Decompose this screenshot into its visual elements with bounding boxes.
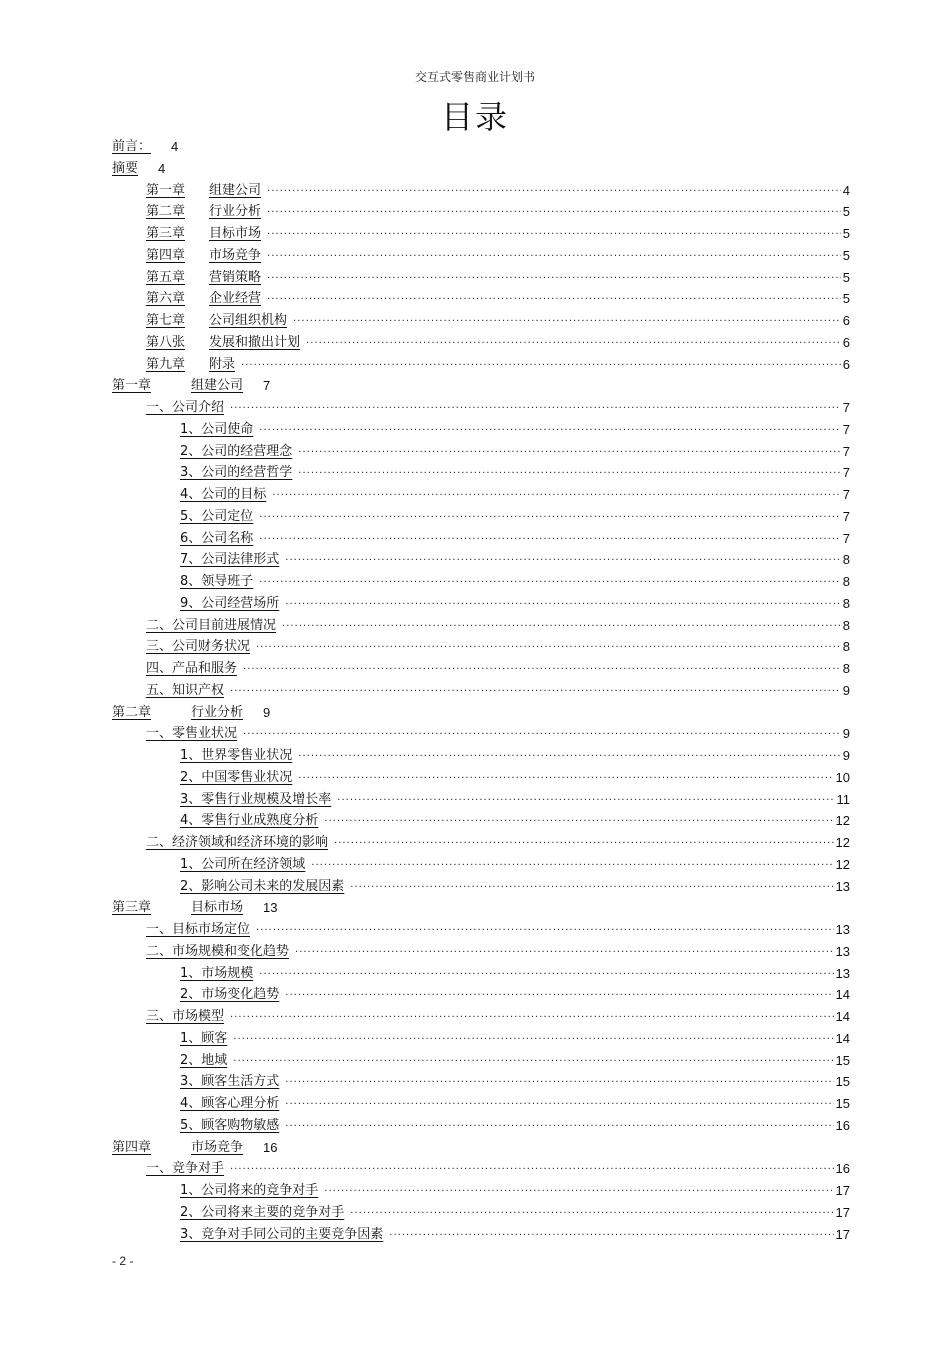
toc-entry-label[interactable]: 3、零售行业规模及增长率 bbox=[180, 791, 332, 807]
toc-leader-dots bbox=[259, 508, 840, 522]
toc-chapter-number: 第六章 bbox=[146, 291, 186, 307]
toc-page-number: 7 bbox=[842, 465, 850, 481]
toc-entry[interactable] bbox=[180, 961, 850, 981]
toc-entry[interactable] bbox=[180, 569, 850, 589]
toc-entry[interactable] bbox=[112, 373, 270, 393]
toc-page-number: 6 bbox=[842, 356, 850, 372]
toc-page-number: 4 bbox=[171, 139, 179, 154]
toc-entry-label[interactable]: 三、市场模型 bbox=[146, 1009, 225, 1024]
toc-leader-dots bbox=[259, 573, 840, 587]
toc-page-number: 13 bbox=[263, 900, 278, 916]
toc-page-number: 10 bbox=[835, 769, 850, 785]
toc-entry-label[interactable] bbox=[146, 266, 267, 285]
toc-entry[interactable] bbox=[180, 504, 850, 524]
toc-entry[interactable] bbox=[180, 439, 850, 459]
toc-page-number: 16 bbox=[835, 1161, 850, 1177]
toc-entry[interactable] bbox=[146, 178, 850, 198]
toc-chapter-title: 组建公司 bbox=[191, 378, 244, 394]
toc-leader-dots bbox=[298, 769, 833, 783]
toc-entry-label[interactable]: 三、公司财务状况 bbox=[146, 639, 251, 655]
toc-page-number: 7 bbox=[842, 400, 850, 415]
toc-entry[interactable] bbox=[146, 221, 850, 241]
toc-entry-label[interactable]: 7、公司法律形式 bbox=[180, 552, 280, 568]
toc-leader-dots bbox=[285, 1117, 833, 1131]
toc-entry[interactable] bbox=[180, 982, 850, 1002]
toc-entry[interactable] bbox=[146, 330, 850, 350]
toc-entry-label[interactable] bbox=[112, 896, 249, 915]
toc-entry-label[interactable]: 9、公司经营场所 bbox=[180, 595, 280, 611]
toc-entry-label[interactable] bbox=[146, 353, 241, 372]
toc-entry[interactable] bbox=[146, 830, 850, 850]
toc-page-number: 8 bbox=[842, 661, 850, 676]
toc-leader-dots bbox=[256, 638, 841, 652]
toc-entry-label[interactable]: 5、顾客购物敏感 bbox=[180, 1117, 280, 1133]
toc-chapter-number: 第三章 bbox=[146, 226, 186, 241]
toc-entry[interactable] bbox=[180, 1069, 850, 1089]
toc-page-number: 14 bbox=[835, 987, 850, 1003]
toc-leader-dots bbox=[324, 812, 833, 826]
toc-chapter-number: 第五章 bbox=[146, 269, 186, 285]
toc-entry[interactable] bbox=[146, 939, 850, 959]
toc-page-number: 9 bbox=[842, 682, 850, 698]
toc-page-number: 16 bbox=[263, 1139, 278, 1155]
toc-entry[interactable] bbox=[180, 417, 850, 437]
toc-page-number: 17 bbox=[835, 1204, 850, 1220]
toc-page-number: 8 bbox=[842, 552, 850, 568]
toc-entry-label[interactable]: 3、顾客生活方式 bbox=[180, 1074, 280, 1090]
toc-page-number: 5 bbox=[842, 269, 850, 285]
toc-page-number: 13 bbox=[835, 922, 850, 937]
toc-chapter-title: 目标市场 bbox=[191, 900, 244, 916]
toc-entry[interactable] bbox=[180, 482, 850, 502]
toc-entry-label[interactable]: 一、目标市场定位 bbox=[146, 922, 251, 937]
toc-leader-dots bbox=[230, 399, 841, 413]
toc-entry[interactable] bbox=[180, 526, 850, 546]
toc-page-number: 9 bbox=[263, 704, 271, 720]
toc-chapter-title: 企业经营 bbox=[209, 291, 262, 307]
toc-entry[interactable] bbox=[180, 874, 850, 894]
toc-entry-label[interactable] bbox=[146, 331, 306, 350]
toc-entry-label[interactable]: 1、公司将来的竞争对手 bbox=[180, 1183, 319, 1198]
toc-leader-dots bbox=[298, 464, 840, 478]
toc-page-number: 7 bbox=[842, 508, 850, 524]
toc-entry-label[interactable]: 摘要 bbox=[112, 160, 139, 176]
toc-entry-label[interactable]: 1、公司所在经济领域 bbox=[180, 856, 306, 872]
toc-chapter-title: 营销策略 bbox=[209, 269, 262, 285]
toc-entry-label[interactable]: 1、市场规模 bbox=[180, 965, 254, 981]
toc-entry[interactable] bbox=[112, 134, 178, 154]
toc-page-number: 15 bbox=[835, 1096, 850, 1111]
toc-leader-dots bbox=[285, 986, 833, 1000]
toc-entry[interactable] bbox=[180, 852, 850, 872]
toc-page-number: 15 bbox=[835, 1052, 850, 1068]
toc-entry-label[interactable]: 4、零售行业成熟度分析 bbox=[180, 813, 319, 829]
toc-page-number: 7 bbox=[842, 530, 850, 546]
toc-chapter-number: 第二章 bbox=[146, 204, 186, 220]
toc-entry[interactable] bbox=[112, 1135, 278, 1155]
toc-leader-dots bbox=[337, 791, 834, 805]
toc-entry-label[interactable]: 4、顾客心理分析 bbox=[180, 1096, 280, 1111]
toc-entry-label[interactable] bbox=[146, 309, 293, 328]
toc-leader-dots bbox=[285, 1073, 833, 1087]
toc-leader-dots bbox=[230, 1160, 834, 1174]
toc-leader-dots bbox=[241, 356, 841, 370]
toc-entry-label[interactable]: 四、产品和服务 bbox=[146, 661, 238, 676]
toc-leader-dots bbox=[306, 334, 841, 348]
toc-entry-label[interactable]: 2、中国零售业状况 bbox=[180, 769, 293, 785]
toc-entry-label[interactable]: 二、公司目前进展情况 bbox=[146, 617, 277, 633]
toc-page-number: 12 bbox=[835, 813, 850, 829]
toc-page-number: 16 bbox=[835, 1117, 850, 1133]
toc-leader-dots bbox=[324, 1182, 833, 1196]
toc-entry-label[interactable]: 1、世界零售业状况 bbox=[180, 748, 293, 763]
toc-leader-dots bbox=[233, 1052, 833, 1066]
toc-leader-dots bbox=[230, 682, 841, 696]
toc-page-number: 17 bbox=[835, 1226, 850, 1242]
toc-entry-label[interactable]: 1、公司使命 bbox=[180, 421, 254, 437]
toc-entry[interactable] bbox=[180, 787, 850, 807]
toc-entry-label[interactable]: 3、公司的经营哲学 bbox=[180, 465, 293, 481]
toc-entry[interactable] bbox=[180, 1048, 850, 1068]
toc-entry[interactable] bbox=[112, 156, 165, 176]
toc-chapter-number: 第四章 bbox=[112, 1139, 152, 1155]
toc-page-number: 7 bbox=[842, 421, 850, 437]
toc-entry[interactable] bbox=[112, 895, 278, 915]
toc-entry[interactable] bbox=[180, 1113, 850, 1133]
toc-entry-label[interactable]: 6、公司名称 bbox=[180, 530, 254, 546]
toc-leader-dots bbox=[311, 856, 833, 870]
toc-leader-dots bbox=[295, 943, 834, 957]
toc-entry[interactable] bbox=[112, 700, 270, 720]
toc-leader-dots bbox=[282, 617, 841, 631]
toc-entry-label[interactable]: 2、公司将来主要的竞争对手 bbox=[180, 1204, 345, 1220]
toc-page-number: 13 bbox=[835, 878, 850, 894]
toc-chapter-title: 行业分析 bbox=[209, 204, 262, 220]
toc-entry-label[interactable] bbox=[112, 374, 249, 393]
toc-leader-dots bbox=[267, 290, 841, 304]
toc-page-number: 8 bbox=[842, 574, 850, 589]
toc-leader-dots bbox=[285, 595, 840, 609]
toc-entry[interactable] bbox=[146, 243, 850, 263]
toc-leader-dots bbox=[293, 312, 841, 326]
toc-entry[interactable] bbox=[146, 613, 850, 633]
toc-entry-label[interactable]: 1、顾客 bbox=[180, 1030, 228, 1046]
toc-entry[interactable] bbox=[146, 634, 850, 654]
toc-chapter-number: 第七章 bbox=[146, 313, 186, 328]
toc-chapter-number: 第一章 bbox=[146, 182, 186, 198]
toc-chapter-title: 公司组织机构 bbox=[209, 313, 288, 328]
toc-leader-dots bbox=[334, 834, 834, 848]
toc-leader-dots bbox=[259, 421, 840, 435]
toc-entry[interactable] bbox=[146, 286, 850, 306]
toc-leader-dots bbox=[230, 1008, 834, 1022]
toc-entry[interactable] bbox=[180, 765, 850, 785]
toc-entry[interactable] bbox=[146, 721, 850, 741]
toc-leader-dots bbox=[233, 1030, 833, 1044]
toc-page-number: 12 bbox=[835, 856, 850, 872]
toc-leader-dots bbox=[389, 1226, 833, 1240]
toc-entry[interactable] bbox=[146, 265, 850, 285]
page-header: 交互式零售商业计划书 bbox=[414, 70, 535, 84]
toc-entry[interactable] bbox=[180, 1091, 850, 1111]
toc-entry-label[interactable] bbox=[146, 200, 267, 219]
page-title: 目录 bbox=[440, 98, 509, 136]
toc-entry[interactable] bbox=[180, 547, 850, 567]
toc-entry-label[interactable]: 4、公司的目标 bbox=[180, 487, 267, 502]
toc-page-number: 11 bbox=[836, 791, 850, 807]
toc-entry[interactable] bbox=[146, 656, 850, 676]
toc-chapter-number: 第八张 bbox=[146, 334, 186, 350]
toc-entry-label[interactable]: 8、领导班子 bbox=[180, 574, 254, 589]
toc-entry-label[interactable]: 2、市场变化趋势 bbox=[180, 987, 280, 1003]
toc-leader-dots bbox=[267, 203, 841, 217]
toc-page-number: 8 bbox=[842, 639, 850, 655]
toc-page-number: 8 bbox=[842, 617, 850, 633]
toc-entry-label[interactable]: 2、公司的经营理念 bbox=[180, 443, 293, 459]
toc-page-number: 5 bbox=[842, 247, 850, 263]
toc-page-number: 4 bbox=[842, 182, 850, 198]
toc-page-number: 5 bbox=[842, 226, 850, 241]
toc-page-number: 5 bbox=[842, 291, 850, 307]
toc-entry[interactable] bbox=[146, 917, 850, 937]
toc-entry[interactable] bbox=[146, 352, 850, 372]
toc-page-number: 15 bbox=[835, 1074, 850, 1090]
toc-entry[interactable] bbox=[180, 808, 850, 828]
toc-entry-label[interactable]: 一、公司介绍 bbox=[146, 400, 225, 415]
toc-chapter-number: 第三章 bbox=[112, 900, 152, 916]
toc-entry-label[interactable]: 5、公司定位 bbox=[180, 508, 254, 524]
toc-page-number: 7 bbox=[263, 378, 271, 394]
toc-leader-dots bbox=[243, 660, 841, 674]
toc-leader-dots bbox=[259, 530, 840, 544]
toc-entry[interactable] bbox=[146, 395, 850, 415]
toc-entry-label[interactable]: 五、知识产权 bbox=[146, 682, 225, 698]
toc-entry[interactable] bbox=[180, 1200, 850, 1220]
toc-entry-label[interactable]: 前言： bbox=[112, 139, 152, 154]
toc-entry-label[interactable] bbox=[112, 1136, 249, 1155]
toc-entry-label[interactable]: 二、市场规模和变化趋势 bbox=[146, 943, 290, 959]
toc-chapter-title: 市场竞争 bbox=[191, 1139, 244, 1155]
toc-chapter-number: 第一章 bbox=[112, 378, 152, 394]
toc-entry[interactable] bbox=[180, 460, 850, 480]
toc-chapter-number: 第九章 bbox=[146, 356, 186, 372]
toc-entry-label[interactable]: 2、地域 bbox=[180, 1052, 228, 1068]
toc-entry[interactable] bbox=[180, 1178, 850, 1198]
toc-entry-label[interactable] bbox=[146, 244, 267, 263]
toc-leader-dots bbox=[350, 878, 833, 892]
toc-entry-label[interactable]: 3、竞争对手同公司的主要竞争因素 bbox=[180, 1226, 384, 1242]
toc-page-number: 6 bbox=[842, 334, 850, 350]
page-number: - 2 - bbox=[112, 1254, 134, 1268]
toc-entry-label[interactable] bbox=[146, 222, 267, 241]
toc-entry[interactable] bbox=[146, 678, 850, 698]
toc-leader-dots bbox=[267, 269, 841, 283]
toc-page-number: 14 bbox=[835, 1030, 850, 1046]
toc-chapter-title: 组建公司 bbox=[209, 182, 262, 198]
toc-entry-label[interactable]: 一、零售业状况 bbox=[146, 726, 238, 742]
toc-entry[interactable] bbox=[146, 199, 850, 219]
toc-chapter-number: 第二章 bbox=[112, 704, 152, 720]
toc-leader-dots bbox=[298, 747, 840, 761]
toc-leader-dots bbox=[350, 1204, 833, 1218]
toc-entry[interactable] bbox=[180, 1222, 850, 1242]
toc-entry-label[interactable]: 二、经济领域和经济环境的影响 bbox=[146, 835, 329, 850]
toc-page-number: 5 bbox=[842, 204, 850, 220]
toc-page-number: 7 bbox=[842, 487, 850, 502]
toc-entry[interactable] bbox=[180, 591, 850, 611]
toc-page-number: 7 bbox=[842, 443, 850, 459]
toc-page-number: 14 bbox=[835, 1009, 850, 1024]
toc-page-number: 4 bbox=[158, 160, 166, 176]
toc-chapter-number: 第四章 bbox=[146, 247, 186, 263]
toc-page-number: 6 bbox=[842, 313, 850, 328]
toc-page-number: 13 bbox=[835, 943, 850, 959]
toc-leader-dots bbox=[259, 965, 833, 979]
toc-entry-label[interactable] bbox=[146, 179, 267, 198]
toc-page-number: 8 bbox=[842, 595, 850, 611]
toc-leader-dots bbox=[267, 247, 841, 261]
toc-entry[interactable] bbox=[146, 1004, 850, 1024]
toc-leader-dots bbox=[272, 486, 840, 500]
toc-entry[interactable] bbox=[180, 1026, 850, 1046]
toc-entry[interactable] bbox=[146, 308, 850, 328]
toc-chapter-title: 行业分析 bbox=[191, 704, 244, 720]
toc-entry-label[interactable]: 2、影响公司未来的发展因素 bbox=[180, 878, 345, 894]
toc-leader-dots bbox=[298, 443, 840, 457]
toc-entry[interactable] bbox=[146, 1156, 850, 1176]
toc-page-number: 9 bbox=[842, 726, 850, 742]
toc-page-number: 9 bbox=[842, 748, 850, 763]
toc-leader-dots bbox=[267, 225, 841, 239]
toc-leader-dots bbox=[256, 921, 834, 935]
toc-entry-label[interactable]: 一、竞争对手 bbox=[146, 1161, 225, 1177]
toc-leader-dots bbox=[285, 1095, 833, 1109]
toc-chapter-title: 附录 bbox=[209, 356, 236, 372]
toc-entry-label[interactable] bbox=[112, 701, 249, 720]
toc-page-number: 17 bbox=[835, 1183, 850, 1198]
toc-chapter-title: 目标市场 bbox=[209, 226, 262, 241]
toc-leader-dots bbox=[285, 551, 840, 565]
toc-chapter-title: 发展和撤出计划 bbox=[209, 334, 301, 350]
toc-entry-label[interactable] bbox=[146, 287, 267, 306]
toc-leader-dots bbox=[267, 182, 841, 196]
toc-chapter-title: 市场竞争 bbox=[209, 247, 262, 263]
toc-page-number: 13 bbox=[835, 965, 850, 981]
toc-entry[interactable] bbox=[180, 743, 850, 763]
toc-leader-dots bbox=[243, 725, 841, 739]
toc-page-number: 12 bbox=[835, 835, 850, 850]
